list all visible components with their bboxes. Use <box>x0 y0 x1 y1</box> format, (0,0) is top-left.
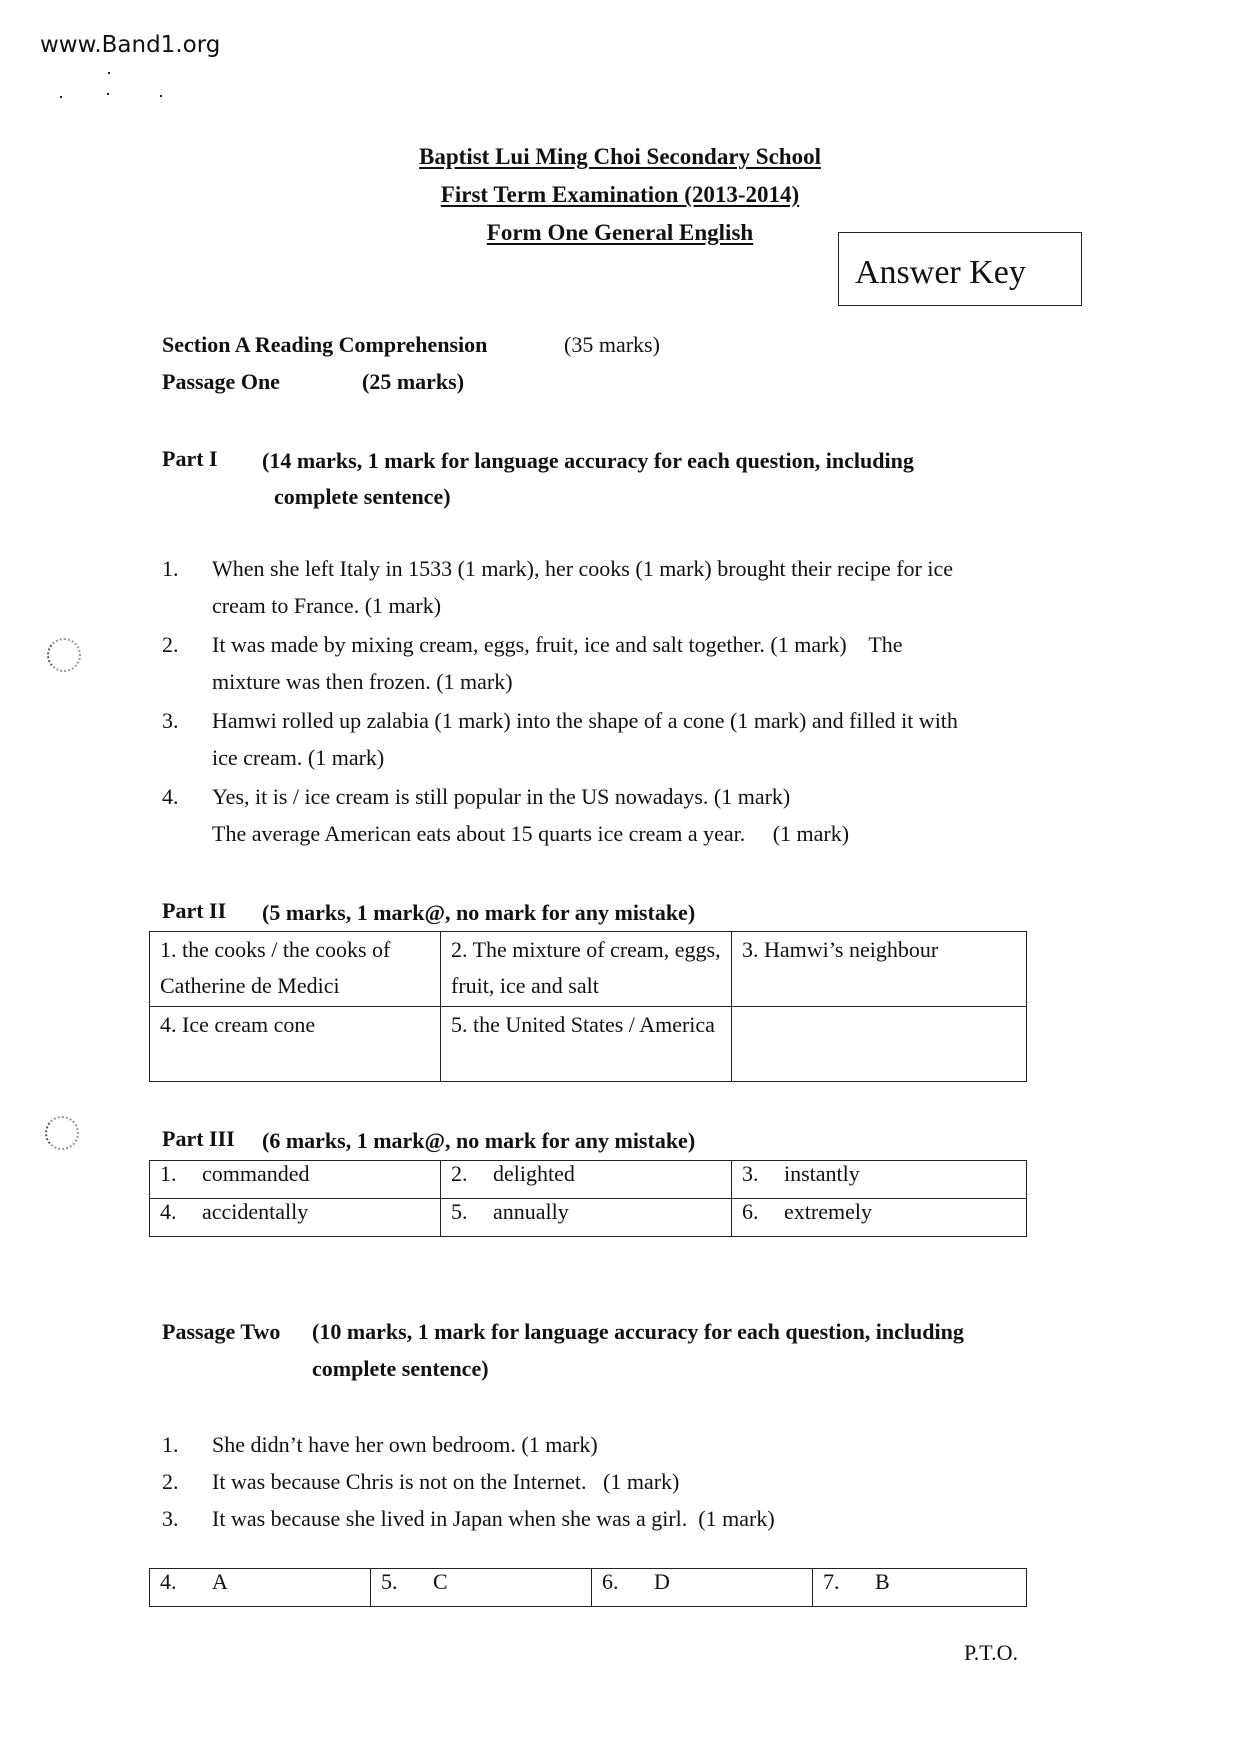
table-cell: 4. Ice cream cone <box>150 1007 441 1082</box>
mc-answer: B <box>875 1569 890 1594</box>
passage-two-desc-line1: (10 marks, 1 mark for language accuracy for each question, including <box>312 1319 964 1344</box>
item-word: accidentally <box>202 1199 309 1224</box>
passage-two-title: Passage Two <box>162 1319 281 1344</box>
table-cell <box>371 1569 592 1607</box>
item-number: 7. <box>823 1569 840 1594</box>
table-row <box>150 1569 1027 1607</box>
answer-number: 2. <box>162 632 179 657</box>
passage-two-mc-table <box>149 1568 1027 1607</box>
item-number: 6. <box>742 1199 759 1224</box>
part3-title: Part III <box>162 1126 235 1151</box>
answer-number: 1. <box>162 556 179 581</box>
part2-desc: (5 marks, 1 mark@, no mark for any mistake) <box>262 900 696 925</box>
exam-title: First Term Examination (2013-2014) <box>440 182 800 207</box>
section-a-title: Section A Reading Comprehension <box>162 332 488 357</box>
answer-key-box: Answer Key <box>838 232 1082 306</box>
part2-title: Part II <box>162 898 227 923</box>
table-cell: 3. Hamwi’s neighbour <box>732 932 1027 1007</box>
table-cell <box>732 1007 1027 1082</box>
passage-one-marks: (25 marks) <box>362 369 465 394</box>
table-cell <box>813 1569 1027 1607</box>
table-cell <box>732 1199 1027 1237</box>
answer-line: Hamwi rolled up zalabia (1 mark) into the shape of a cone (1 mark) and filled it with <box>212 708 958 733</box>
answer-line: The average American eats about 15 quarts ice cream a year. (1 mark) <box>212 821 850 846</box>
answer-line: ice cream. (1 mark) <box>212 745 385 770</box>
answer-line: mixture was then frozen. (1 mark) <box>212 669 513 694</box>
answer-number: 4. <box>162 784 179 809</box>
item-word: annually <box>493 1199 569 1224</box>
table-cell <box>150 1569 371 1607</box>
answer-number: 2. <box>162 1469 179 1494</box>
table-cell <box>441 1161 732 1199</box>
mc-answer: A <box>212 1569 228 1594</box>
answer-line: When she left Italy in 1533 (1 mark), her cooks (1 mark) brought their recipe for ice <box>212 556 954 581</box>
item-word: commanded <box>202 1161 310 1186</box>
table-row <box>150 932 1027 1007</box>
table-cell: 2. The mixture of cream, eggs, fruit, ice and salt <box>441 932 732 1007</box>
item-number: 5. <box>451 1199 468 1224</box>
please-turn-over: P.T.O. <box>964 1640 1018 1665</box>
table-cell <box>732 1161 1027 1199</box>
subject-title: Form One General English <box>486 220 754 245</box>
item-number: 4. <box>160 1199 177 1224</box>
answer-number: 3. <box>162 708 179 733</box>
item-number: 3. <box>742 1161 759 1186</box>
answer-line: cream to France. (1 mark) <box>212 593 442 618</box>
item-word: extremely <box>784 1199 872 1224</box>
answer-number: 3. <box>162 1506 179 1531</box>
table-row <box>150 1199 1027 1237</box>
section-a-marks: (35 marks) <box>564 332 660 357</box>
table-cell: 1. the cooks / the cooks of Catherine de Medici <box>150 932 441 1007</box>
item-number: 1. <box>160 1161 177 1186</box>
hole-punch-icon <box>45 1116 79 1150</box>
item-number: 5. <box>381 1569 398 1594</box>
answer-line: It was because she lived in Japan when she was a girl. (1 mark) <box>212 1506 775 1531</box>
part3-answer-table <box>149 1160 1027 1237</box>
table-row <box>150 1161 1027 1199</box>
passage-two-desc-line2: complete sentence) <box>312 1356 489 1381</box>
part2-answer-table <box>149 931 1027 1082</box>
passage-one-title: Passage One <box>162 369 280 394</box>
part1-desc-line1: (14 marks, 1 mark for language accuracy for each question, including <box>262 448 914 473</box>
table-cell <box>150 1161 441 1199</box>
item-number: 4. <box>160 1569 177 1594</box>
mc-answer: C <box>433 1569 448 1594</box>
item-number: 6. <box>602 1569 619 1594</box>
part3-desc: (6 marks, 1 mark@, no mark for any mistake) <box>262 1128 696 1153</box>
part1-title: Part I <box>162 446 218 471</box>
scan-speck <box>107 93 109 95</box>
answer-line: It was because Chris is not on the Internet. (1 mark) <box>212 1469 680 1494</box>
table-cell <box>592 1569 813 1607</box>
school-name: Baptist Lui Ming Choi Secondary School <box>419 144 821 169</box>
item-word: instantly <box>784 1161 860 1186</box>
hole-punch-icon <box>47 638 81 672</box>
answer-line: She didn’t have her own bedroom. (1 mark) <box>212 1432 598 1457</box>
table-cell: 5. the United States / America <box>441 1007 732 1082</box>
mc-answer: D <box>654 1569 670 1594</box>
answer-line: It was made by mixing cream, eggs, fruit, ice and salt together. (1 mark) The <box>212 632 903 657</box>
scan-speck <box>60 96 62 98</box>
table-cell <box>150 1199 441 1237</box>
item-number: 2. <box>451 1161 468 1186</box>
watermark-url: www.Band1.org <box>40 32 221 58</box>
table-cell <box>441 1199 732 1237</box>
table-row <box>150 1007 1027 1082</box>
scan-speck <box>108 72 110 74</box>
answer-line: Yes, it is / ice cream is still popular in the US nowadays. (1 mark) <box>212 784 791 809</box>
answer-number: 1. <box>162 1432 179 1457</box>
scan-speck <box>160 95 162 97</box>
part1-desc-line2: complete sentence) <box>274 484 451 509</box>
item-word: delighted <box>493 1161 575 1186</box>
